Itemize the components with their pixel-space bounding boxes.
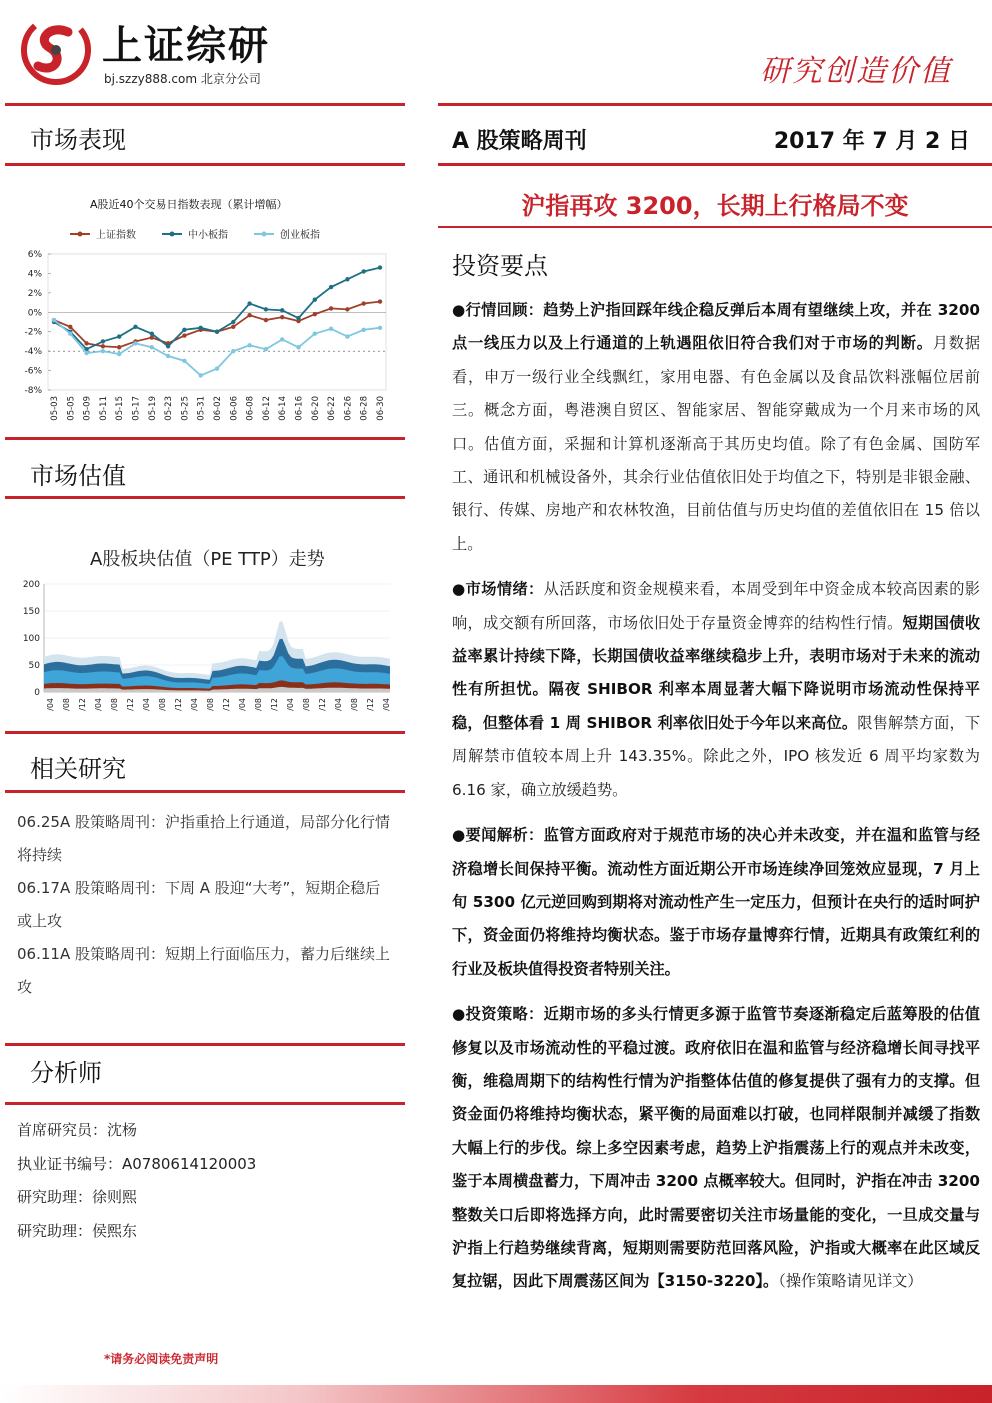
x-tick-label: /08 xyxy=(158,698,167,711)
divider xyxy=(5,163,405,166)
x-tick-label: 06-14 xyxy=(278,396,289,421)
x-tick-label: /04 xyxy=(190,698,199,711)
data-point xyxy=(166,344,170,348)
data-point xyxy=(329,327,333,331)
x-tick-label: /12 xyxy=(126,698,135,711)
data-point xyxy=(378,326,382,330)
related-research-item[interactable]: 06.17A 股策略周刊：下周 A 股迎“大考”，短期企稳后或上攻 xyxy=(17,879,381,930)
legend-label: 上证指数 xyxy=(96,230,136,241)
data-point xyxy=(101,344,105,348)
y-tick-label: -8% xyxy=(24,386,42,396)
data-point xyxy=(313,312,317,316)
x-tick-label: /08 xyxy=(206,698,215,711)
x-tick-label: 06-02 xyxy=(213,396,223,421)
data-point xyxy=(84,341,88,345)
x-tick-label: 06-08 xyxy=(245,396,256,421)
data-point xyxy=(345,307,349,311)
paragraph-emphasis: 近期市场的多头行情更多源于监管节奏逐渐稳定后蓝筹股的估值修复以及市场流动性的平稳过渡。政府依旧在温和监管与经济稳增长间寻找平衡，维稳周期下的结构性行情为沪指整体估值的修复提供了强有力的支撑。但资金面仍将维持均衡状态，紧平衡的局面难以打破，也同样限制并减缓了指数大幅上行的步伐。综上多空因素考虑，趋势上沪指震荡上行的观点并未改变，鉴于本周横盘蓄力，下周冲击 3200 点概率较大。但同时，沪指在冲击 3200 整数关口后即将选择方向，此时需要密切关注市场量能的变化，一旦成交量与沪指上行趋势继续背离，短期则需要防范回落风险，沪指或大概率在此区域反复拉锯，因此下周震荡区间为【3150-3220】。 xyxy=(452,1005,980,1291)
data-point xyxy=(182,328,186,332)
y-tick-label: 2% xyxy=(27,288,42,299)
x-tick-label: 06-20 xyxy=(310,396,321,421)
data-point xyxy=(231,349,235,353)
x-tick-label: /12 xyxy=(270,698,279,711)
paragraph-lead: ●投资策略： xyxy=(452,1005,544,1024)
data-point xyxy=(264,347,268,351)
section-title-key-points: 投资要点 xyxy=(452,252,548,280)
x-tick-label: 05-09 xyxy=(82,396,93,421)
related-research-item[interactable]: 06.11A 股策略周刊：短期上行面临压力，蓄力后继续上攻 xyxy=(17,945,390,996)
y-tick-label: -2% xyxy=(24,327,42,338)
data-point xyxy=(362,328,366,332)
x-tick-label: 05-17 xyxy=(131,396,142,421)
y-tick-label: 0% xyxy=(27,308,42,319)
paragraph-emphasis: 趋势上沪指回踩年线企稳反弹后本周有望继续上攻，并在 3200 点一线压力以及上行通道的上轨遇阻依旧符合我们对于市场的判断。 xyxy=(452,301,980,353)
paragraph-text: 从活跃度和资金规模来看，本周受到年中资金成本较高因素的影响，成交额有所回落，市场依旧处于存量资金博弈的结构性行情。 xyxy=(452,580,980,632)
paragraph-text: （操作策略请见详文） xyxy=(778,1272,923,1291)
x-tick-label: 06-22 xyxy=(327,396,338,421)
x-tick-label: /04 xyxy=(46,698,55,711)
report-date: 2017 年 7 月 2 日 xyxy=(773,129,970,154)
data-point xyxy=(150,331,154,335)
data-point xyxy=(362,301,366,305)
data-point xyxy=(264,307,268,311)
data-point xyxy=(280,308,284,312)
x-tick-label: /08 xyxy=(110,698,119,711)
y-tick-label: 4% xyxy=(27,269,42,280)
data-point xyxy=(117,334,121,338)
x-tick-label: 05-03 xyxy=(50,396,60,421)
divider xyxy=(5,731,405,734)
chart-title: A股板块估值（PE TTP）走势 xyxy=(90,549,325,570)
data-point xyxy=(199,326,203,330)
company-name: 上证综研 xyxy=(102,23,270,69)
x-tick-label: 06-06 xyxy=(229,396,240,421)
legend-marker xyxy=(170,232,175,237)
y-tick-label: 50 xyxy=(28,661,40,671)
y-tick-label: -6% xyxy=(24,366,42,377)
divider xyxy=(438,226,992,228)
analyst-item: 研究助理：侯熙东 xyxy=(17,1221,138,1240)
legend-label: 中小板指 xyxy=(188,230,228,241)
x-tick-label: 05-11 xyxy=(98,396,109,421)
data-point xyxy=(329,285,333,289)
data-point xyxy=(247,343,251,347)
y-tick-label: 100 xyxy=(22,634,40,644)
data-point xyxy=(378,299,382,303)
slogan: 研究创造价值 xyxy=(760,54,952,89)
section-title-analyst: 分析师 xyxy=(30,1059,102,1087)
divider xyxy=(5,103,405,106)
x-tick-label: 05-15 xyxy=(115,396,126,421)
data-point xyxy=(133,341,137,345)
disclaimer-link[interactable]: *请务必阅读免责声明 xyxy=(104,1352,219,1366)
data-point xyxy=(313,297,317,301)
x-tick-label: /08 xyxy=(62,698,71,711)
data-point xyxy=(280,337,284,341)
paragraph-market-sentiment xyxy=(452,573,980,807)
index-performance-chart xyxy=(14,214,398,428)
x-tick-label: 06-12 xyxy=(261,396,272,421)
divider xyxy=(5,437,405,440)
paragraph-lead: ●行情回顾： xyxy=(452,301,544,319)
paragraph-emphasis: 短期国债收益率累计持续下降，长期国债收益率继续稳步上升，表明市场对于未来的流动性有所担忧。隔夜 SHIBOR 利率本周显著大幅下降说明市场流动性保持平稳，但整体看 1 周 SHIBOR 利率依旧处于今年以来高位。 xyxy=(452,613,981,732)
y-tick-label: 150 xyxy=(22,607,40,617)
legend-marker xyxy=(262,232,267,237)
data-point xyxy=(247,301,251,305)
data-point xyxy=(166,354,170,358)
data-point xyxy=(182,333,186,337)
x-tick-label: 05-05 xyxy=(66,396,77,421)
data-point xyxy=(280,315,284,319)
company-logo-icon xyxy=(16,14,96,86)
data-point xyxy=(101,349,105,353)
y-tick-label: 0 xyxy=(34,688,40,698)
data-point xyxy=(182,359,186,363)
x-tick-label: 06-16 xyxy=(294,396,305,421)
report-headline: 沪指再攻 3200，长期上行格局不变 xyxy=(521,192,909,220)
footer-bar xyxy=(0,1385,992,1403)
data-point xyxy=(362,269,366,273)
y-tick-label: 6% xyxy=(27,250,42,260)
divider xyxy=(5,790,405,793)
x-tick-label: 05-25 xyxy=(180,396,191,421)
x-tick-label: 06-26 xyxy=(343,396,354,421)
paragraph-strategy xyxy=(452,998,980,1299)
analyst-item: 执业证书编号：A0780614120003 xyxy=(17,1154,257,1173)
x-tick-label: /04 xyxy=(238,698,247,711)
data-point xyxy=(296,316,300,320)
divider xyxy=(5,496,405,499)
chart-title: A股近40个交易日指数表现（累计增幅） xyxy=(90,198,288,211)
data-point xyxy=(345,334,349,338)
x-tick-label: /04 xyxy=(334,698,343,711)
data-point xyxy=(264,318,268,322)
legend-label: 创业板指 xyxy=(280,230,320,241)
divider xyxy=(5,1102,405,1105)
x-tick-label: /04 xyxy=(142,698,151,711)
report-body xyxy=(452,294,980,1311)
data-point xyxy=(313,331,317,335)
divider xyxy=(5,1043,405,1046)
valuation-chart xyxy=(14,574,398,726)
x-tick-label: /04 xyxy=(94,698,103,711)
x-tick-label: /04 xyxy=(286,698,295,711)
data-point xyxy=(68,331,72,335)
related-research-item[interactable]: 06.25A 股策略周刊：沪指重拾上行通道，局部分化行情将持续 xyxy=(17,813,390,864)
section-title-market-valuation: 市场估值 xyxy=(30,462,126,490)
data-point xyxy=(345,277,349,281)
data-point xyxy=(215,330,219,334)
x-tick-label: 05-23 xyxy=(164,396,175,421)
data-point xyxy=(231,320,235,324)
section-title-market-performance: 市场表现 xyxy=(30,126,126,154)
data-point xyxy=(133,325,137,329)
x-tick-label: 05-19 xyxy=(147,396,158,421)
data-point xyxy=(101,339,105,343)
x-tick-label: 06-28 xyxy=(359,396,370,421)
x-tick-label: 05-31 xyxy=(196,396,207,421)
paragraph-text: 月数据看，申万一级行业全线飘红，家用电器、有色金属以及食品饮料涨幅位居前三。概念方面，粤港澳自贸区、智能家居、智能穿戴成为一个月来市场的风口。估值方面，采掘和计算机逐渐高于其历史均值。除了有色金属、国防军工、通讯和机械设备外，其余行业估值依旧处于均值之下，特别是非银金融、银行、传媒、房地产和农林牧渔，目前估值与历史均值的差值依旧在 15 倍以上。 xyxy=(452,334,981,553)
data-point xyxy=(150,345,154,349)
data-point xyxy=(329,306,333,310)
divider xyxy=(438,103,992,106)
data-point xyxy=(296,345,300,349)
paragraph-lead: ●市场情绪： xyxy=(452,580,544,599)
related-research-list xyxy=(17,806,395,1004)
y-tick-label: 200 xyxy=(22,580,40,590)
data-point xyxy=(68,325,72,329)
x-tick-label: /08 xyxy=(254,698,263,711)
data-point xyxy=(231,325,235,329)
y-tick-label: -4% xyxy=(24,347,42,358)
company-website[interactable]: bj.szzy888.com 北京分公司 xyxy=(104,72,261,86)
data-point xyxy=(247,313,251,317)
x-tick-label: 06-30 xyxy=(376,396,386,421)
data-point xyxy=(52,318,56,322)
x-tick-label: /12 xyxy=(366,698,375,711)
x-tick-label: /12 xyxy=(222,698,231,711)
section-title-related-research: 相关研究 xyxy=(30,755,126,783)
x-tick-label: /12 xyxy=(318,698,327,711)
x-tick-label: /12 xyxy=(78,698,87,711)
data-point xyxy=(150,335,154,339)
paragraph-text: 限售解禁方面，下周解禁市值较本周上升 143.35%。除此之外，IPO 核发近 6 周平均家数为 6.16 家，确立放缓趋势。 xyxy=(452,713,981,799)
x-tick-label: /04 xyxy=(382,698,391,711)
data-point xyxy=(84,351,88,355)
divider xyxy=(438,163,992,166)
analyst-item: 首席研究员：沈杨 xyxy=(17,1121,138,1139)
paragraph-lead: ●要闻解析： xyxy=(452,826,544,845)
data-point xyxy=(215,366,219,370)
x-tick-label: /12 xyxy=(174,698,183,711)
paragraph-market-review xyxy=(452,294,980,561)
data-point xyxy=(199,373,203,377)
paragraph-emphasis: 监管方面政府对于规范市场的决心并未改变，并在温和监管与经济稳增长间保持平衡。流动性方面近期公开市场连续净回笼效应显现，7 月上旬 5300 亿元逆回购到期将对流动性产生一定压力，但预计在央行的适时呵护下，资金面仍将维持均衡状态。鉴于市场存量博弈行情，近期具有政策红利的行业及板块值得投资者特别关注。 xyxy=(452,826,980,978)
x-tick-label: /08 xyxy=(350,698,359,711)
data-point xyxy=(117,345,121,349)
analyst-list xyxy=(17,1114,256,1248)
report-name: A 股策略周刊 xyxy=(452,129,587,154)
legend-marker xyxy=(78,232,83,237)
paragraph-news-analysis xyxy=(452,819,980,986)
data-point xyxy=(378,265,382,269)
analyst-item: 研究助理：徐则熙 xyxy=(17,1188,138,1206)
data-point xyxy=(117,352,121,356)
x-tick-label: /08 xyxy=(302,698,311,711)
